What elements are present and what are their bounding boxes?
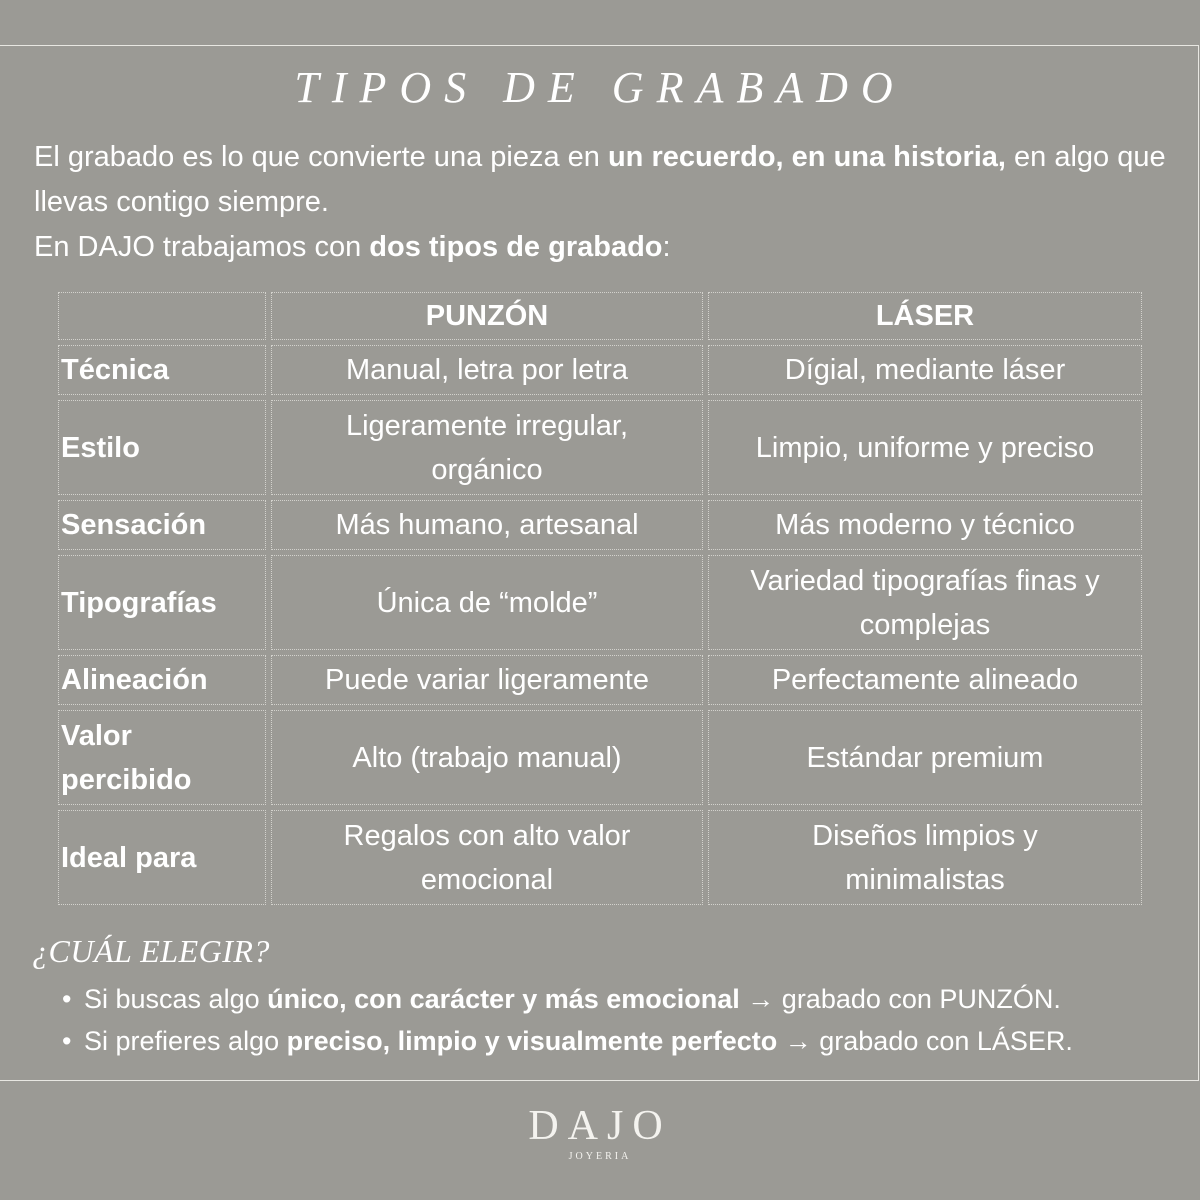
list-item: • Si buscas algo único, con carácter y más emocional → grabado con PUNZÓN. xyxy=(60,978,1073,1020)
row-label: Técnica xyxy=(58,345,266,395)
row-label: Valor percibido xyxy=(58,710,266,805)
punzon-cell: Puede variar ligeramente xyxy=(271,655,703,705)
brand-logo: DAJO xyxy=(528,1103,672,1149)
laser-cell: Variedad tipografías finas y complejas xyxy=(708,555,1142,650)
brand-logo-subtitle: JOYERIA xyxy=(568,1151,632,1162)
comparison-table xyxy=(53,287,1147,910)
table-row xyxy=(58,400,1142,495)
list-item: • Si prefieres algo preciso, limpio y visualmente perfecto → grabado con LÁSER. xyxy=(60,1020,1073,1062)
row-label: Ideal para xyxy=(58,810,266,905)
table-header-punzon: PUNZÓN xyxy=(271,292,703,340)
row-label: Alineación xyxy=(58,655,266,705)
table-row xyxy=(58,655,1142,705)
punzon-cell: Más humano, artesanal xyxy=(271,500,703,550)
table-row xyxy=(58,345,1142,395)
recommendation-list xyxy=(60,978,1073,1062)
table-header-laser: LÁSER xyxy=(708,292,1142,340)
table-header-empty xyxy=(58,292,266,340)
punzon-cell: Manual, letra por letra xyxy=(271,345,703,395)
punzon-cell: Alto (trabajo manual) xyxy=(271,710,703,805)
punzon-cell: Única de “molde” xyxy=(271,555,703,650)
bullet: • xyxy=(62,984,72,1014)
laser-cell: Dígial, mediante láser xyxy=(708,345,1142,395)
row-label: Tipografías xyxy=(58,555,266,650)
table-row xyxy=(58,810,1142,905)
laser-cell: Diseños limpios y minimalistas xyxy=(708,810,1142,905)
bullet: • xyxy=(62,1026,72,1056)
intro-text xyxy=(34,135,1184,270)
page-title: TIPOS DE GRABADO xyxy=(294,63,906,112)
table-row xyxy=(58,500,1142,550)
row-label: Sensación xyxy=(58,500,266,550)
which-to-choose-heading: ¿CUÁL ELEGIR? xyxy=(32,933,270,969)
table-row xyxy=(58,555,1142,650)
laser-cell: Estándar premium xyxy=(708,710,1142,805)
table-row xyxy=(58,710,1142,805)
punzon-cell: Ligeramente irregular, orgánico xyxy=(271,400,703,495)
intro-paragraph-2: En DAJO trabajamos con dos tipos de grabado: xyxy=(34,231,671,263)
laser-cell: Más moderno y técnico xyxy=(708,500,1142,550)
laser-cell: Limpio, uniforme y preciso xyxy=(708,400,1142,495)
row-label: Estilo xyxy=(58,400,266,495)
laser-cell: Perfectamente alineado xyxy=(708,655,1142,705)
table-header-row xyxy=(58,292,1142,340)
intro-paragraph-1: El grabado es lo que convierte una pieza en un recuerdo, en una historia, en algo que llevas contigo siempre. xyxy=(34,141,1166,218)
punzon-cell: Regalos con alto valor emocional xyxy=(271,810,703,905)
